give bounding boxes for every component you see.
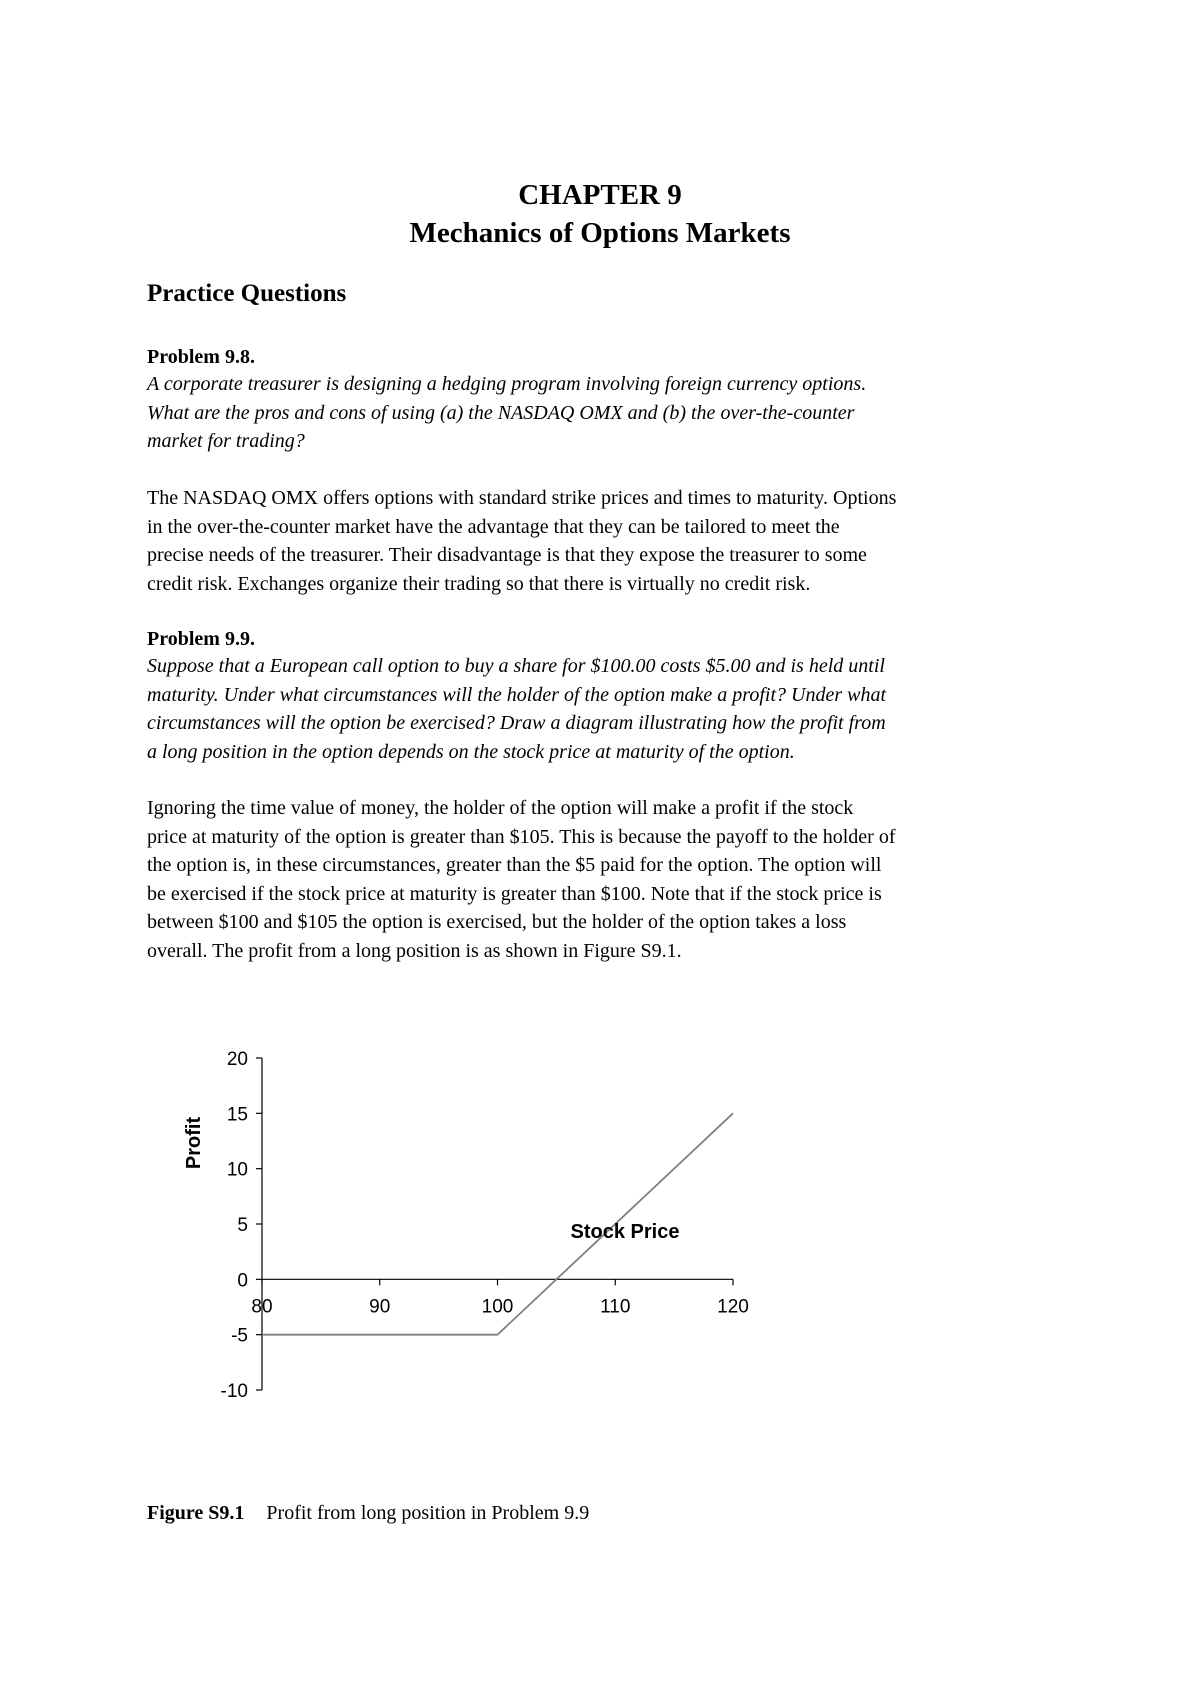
answer-line: credit risk. Exchanges organize their trading so that there is virtually no credit risk.	[147, 572, 811, 595]
answer-line: be exercised if the stock price at maturity is greater than $100. Note that if the stock price is	[147, 882, 882, 905]
chapter-title: Mechanics of Options Markets	[409, 217, 791, 249]
figure-caption-text: Profit from long position in Problem 9.9	[266, 1502, 590, 1524]
x-tick-label: 110	[600, 1296, 631, 1318]
y-tick-label: 10	[226, 1159, 248, 1181]
profit-chart	[170, 1035, 770, 1415]
question-line: A corporate treasurer is designing a hedging program involving foreign currency options.	[147, 373, 867, 395]
answer-line: price at maturity of the option is greater than $105. This is because the payoff to the holder of	[147, 825, 896, 848]
answer-line: overall. The profit from a long position is as shown in Figure S9.1.	[147, 939, 682, 962]
problem-9-8-question	[147, 370, 1077, 456]
problem-9-8-heading: Problem 9.8.	[147, 346, 255, 368]
problem-9-9-heading: Problem 9.9.	[147, 628, 255, 650]
answer-line: Ignoring the time value of money, the holder of the option will make a profit if the stock	[147, 797, 854, 819]
problem-9-9-question	[147, 652, 1077, 766]
x-tick-label: 100	[481, 1296, 514, 1318]
y-tick-label: -10	[220, 1381, 248, 1402]
x-tick-label: 120	[717, 1296, 749, 1318]
section-heading: Practice Questions	[147, 280, 347, 307]
question-line: maturity. Under what circumstances will the holder of the option make a profit? Under what	[147, 683, 887, 706]
chapter-number: CHAPTER 9	[518, 179, 682, 211]
x-tick-label: 90	[369, 1296, 391, 1318]
answer-line: between $100 and $105 the option is exercised, but the holder of the option takes a loss	[147, 911, 847, 933]
y-tick-label: 0	[237, 1270, 248, 1292]
answer-line: precise needs of the treasurer. Their disadvantage is that they expose the treasurer to some	[147, 544, 867, 566]
y-tick-label: -5	[231, 1325, 248, 1347]
answer-line: in the over-the-counter market have the advantage that they can be tailored to meet the	[147, 515, 840, 538]
answer-line: the option is, in these circumstances, greater than the $5 paid for the option. The option will	[147, 854, 882, 876]
figure-label: Figure S9.1	[147, 1502, 245, 1524]
question-line: circumstances will the option be exercised? Draw a diagram illustrating how the profit from	[147, 712, 886, 734]
question-line: What are the pros and cons of using (a) the NASDAQ OMX and (b) the over-the-counter	[147, 401, 855, 424]
y-axis-label: Profit	[183, 1116, 205, 1170]
answer-line: The NASDAQ OMX offers options with standard strike prices and times to maturity. Options	[147, 487, 897, 509]
question-line: Suppose that a European call option to buy a share for $100.00 costs $5.00 and is held until	[147, 655, 885, 677]
y-tick-label: 15	[226, 1104, 248, 1126]
question-line: a long position in the option depends on the stock price at maturity of the option.	[147, 740, 795, 763]
y-tick-label: 20	[226, 1049, 248, 1070]
figure-caption	[147, 1500, 589, 1526]
problem-9-9-answer	[147, 794, 1077, 965]
x-axis-label: Stock Price	[570, 1221, 680, 1244]
problem-9-8-answer	[147, 484, 1077, 598]
x-tick-label: 80	[251, 1296, 273, 1318]
question-line: market for trading?	[147, 430, 305, 452]
y-tick-label: 5	[237, 1215, 248, 1236]
